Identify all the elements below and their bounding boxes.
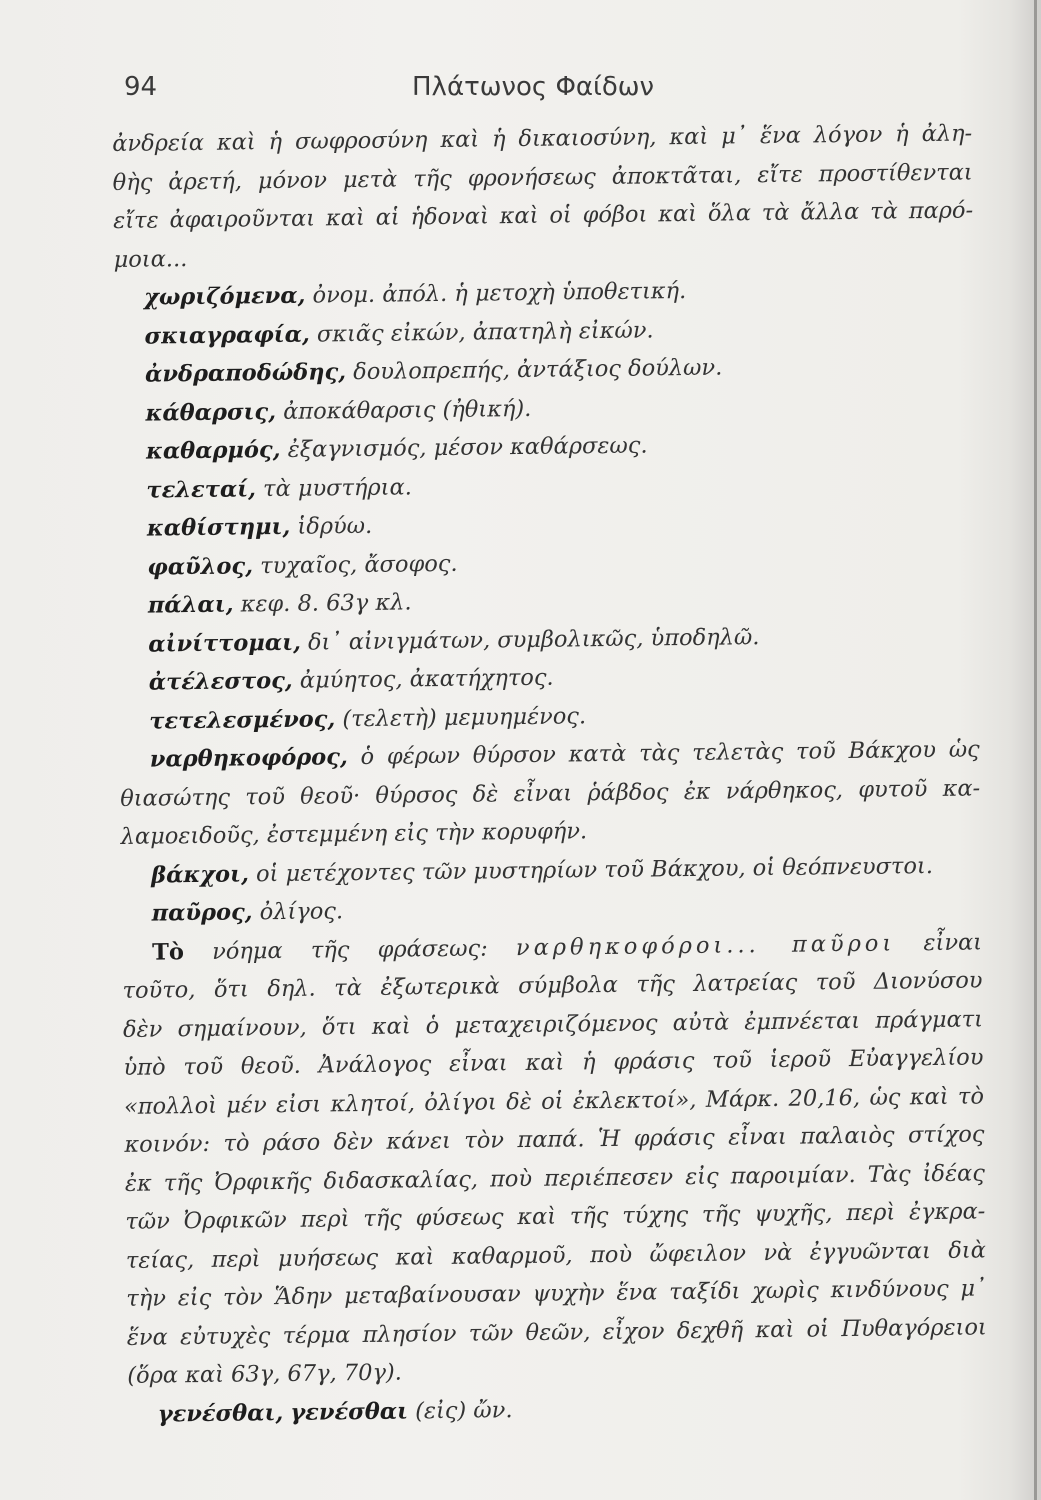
glossary-definition: δι᾽ αἰνιγμάτων, συμβολικῶς, ὑποδηλῶ. [307, 623, 760, 656]
glossary-term: ἀτέλεστος, [148, 667, 293, 696]
commentary-text: νόημα τῆς φράσεως: [211, 934, 488, 965]
commentary-line: τείας, περὶ μυήσεως καὶ καθαρμοῦ, ποὺ ὤφειλον νὰ ἐγγυῶνται διὰ [125, 1236, 986, 1274]
glossary-definition: δουλοπρεπής, ἀντάξιος δούλων. [353, 354, 723, 386]
glossary-definition: ὀνομ. ἀπόλ. ἡ μετοχὴ ὑποθετική. [312, 277, 687, 309]
glossary-definition: οἱ μετέχοντες τῶν μυστηρίων τοῦ Βάκχου, οἱ θεόπνευστοι. [255, 852, 934, 887]
glossary-definition: ὀλίγος. [259, 898, 344, 926]
page-body [112, 114, 988, 1433]
glossary-definition: ἀποκάθαρσις (ἠθική). [282, 395, 532, 425]
commentary-line: ἕνα εὐτυχὲς τέρμα πλησίον τῶν θεῶν, εἶχον δεχθῆ καὶ οἱ Πυθαγόρειοι [126, 1313, 987, 1351]
glossary-term: χωριζόμενα, [143, 282, 306, 311]
glossary-term: ναρθηκοφόρος, [149, 744, 348, 773]
intro-line: εἴτε ἀφαιροῦνται καὶ αἱ ἡδοναὶ καὶ οἱ φόβοι καὶ ὅλα τὰ ἄλλα τὰ παρό- [113, 197, 974, 234]
intro-line: ἀνδρεία καὶ ἡ σωφροσύνη καὶ ἡ δικαιοσύνη, καὶ μ᾽ ἕνα λόγον ἡ ἀλη- [112, 120, 973, 157]
glossary-definition: ἀμύητος, ἀκατήχητος. [299, 664, 554, 694]
commentary-line: τῶν Ὀρφικῶν περὶ τῆς φύσεως καὶ τῆς τύχης τῆς ψυχῆς, περὶ ἐγκρα- [125, 1198, 986, 1235]
page-number: 94 [124, 72, 158, 102]
glossary-definition: τυχαῖος, ἄσοφος. [260, 550, 458, 579]
running-title: Πλάτωνος Φαίδων [412, 72, 655, 102]
glossary-definition: (εἰς) ὤν. [414, 1396, 513, 1424]
glossary-term-variant: γενέσθαι [290, 1397, 409, 1426]
commentary-lead-word: Τὸ [151, 938, 185, 966]
glossary-definition: τὰ μυστήρια. [262, 473, 412, 502]
glossary-term: παῦρος, [151, 899, 253, 927]
commentary-line: (ὅρα καὶ 63γ, 67γ, 70γ). [127, 1359, 403, 1389]
glossary-term: πάλαι, [147, 591, 234, 619]
intro-line: μοια... [113, 245, 188, 273]
glossary-term: ἀνδραποδώδης, [144, 359, 347, 388]
commentary-line: ὑπὸ τοῦ θεοῦ. Ἀνάλογος εἶναι καὶ ἡ φράσις τοῦ ἱεροῦ Εὐαγγελίου [123, 1044, 984, 1081]
glossary-definition: ἱδρύω. [297, 512, 373, 540]
glossary-definition: ἐξαγνισμός, μέσον καθάρσεως. [287, 432, 648, 463]
intro-line: θὴς ἀρετή, μόνον μετὰ τῆς φρονήσεως ἀποκτᾶται, εἴτε προστίθενται [112, 158, 973, 196]
glossary-term: βάκχοι, [151, 860, 249, 889]
commentary-text: εἶναι [923, 928, 983, 956]
page-edge [1034, 0, 1037, 1500]
commentary-line: δὲν σημαίνουν, ὅτι καὶ ὁ μεταχειριζόμενος αὐτὰ ἐμπνέεται πράγματι [122, 1005, 984, 1043]
glossary-term: φαῦλος, [147, 552, 254, 581]
glossary-definition: ὁ φέρων θύρσον κατὰ τὰς τελετὰς τοῦ Βάκχου ὡς [360, 736, 980, 771]
glossary-term: καθαρμός, [145, 436, 281, 465]
glossary-term: σκιαγραφία, [144, 321, 310, 350]
glossary-definition: (τελετὴ) μεμυημένος. [342, 702, 587, 732]
commentary-line: τοῦτο, ὅτι δηλ. τὰ ἐξωτερικὰ σύμβολα τῆς λατρείας τοῦ Διονύσου [122, 967, 983, 1004]
commentary-line: τὴν εἰς τὸν Ἅδην μεταβαίνουσαν ψυχὴν ἕνα ταξίδι χωρὶς κινδύνους μ᾽ [126, 1275, 987, 1312]
commentary-line: κοινόν: τὸ ράσο δὲν κάνει τὸν παπά. Ἡ φράσις εἶναι παλαιὸς στίχος [124, 1121, 985, 1158]
glossary-term: κάθαρσις, [145, 398, 277, 427]
narthex-entry-line: λαμοειδοῦς, ἐστεμμένη εἰς τὴν κορυφήν. [120, 818, 588, 850]
commentary-line: «πολλοὶ μέν εἰσι κλητοί, ὀλίγοι δὲ οἱ ἐκλεκτοί», Μάρκ. 20,16, ὡς καὶ τὸ [123, 1082, 985, 1120]
page-header [124, 72, 944, 112]
glossary-term: καθίστημι, [146, 513, 291, 542]
glossary-term: αἰνίττομαι, [148, 629, 301, 658]
glossary-term: τετελεσμένος, [149, 705, 336, 735]
narthex-entry-line: θιασώτης τοῦ θεοῦ· θύρσος δὲ εἶναι ῥάβδος ἐκ νάρθηκος, φυτοῦ κα- [120, 774, 981, 812]
glossary-term: τελεταί, [146, 475, 257, 504]
quoted-phrase: ναρθηκοφόροι... παῦροι [515, 929, 896, 961]
glossary-definition: σκιᾶς εἰκών, ἀπατηλὴ εἰκών. [316, 316, 654, 348]
glossary-definition: κεφ. 8. 63γ κλ. [240, 589, 412, 618]
commentary-line: ἐκ τῆς Ὀρφικῆς διδασκαλίας, ποὺ περιέπεσεν εἰς παροιμίαν. Τὰς ἰδέας [124, 1159, 986, 1197]
glossary-term: γενέσθαι, [157, 1399, 284, 1428]
